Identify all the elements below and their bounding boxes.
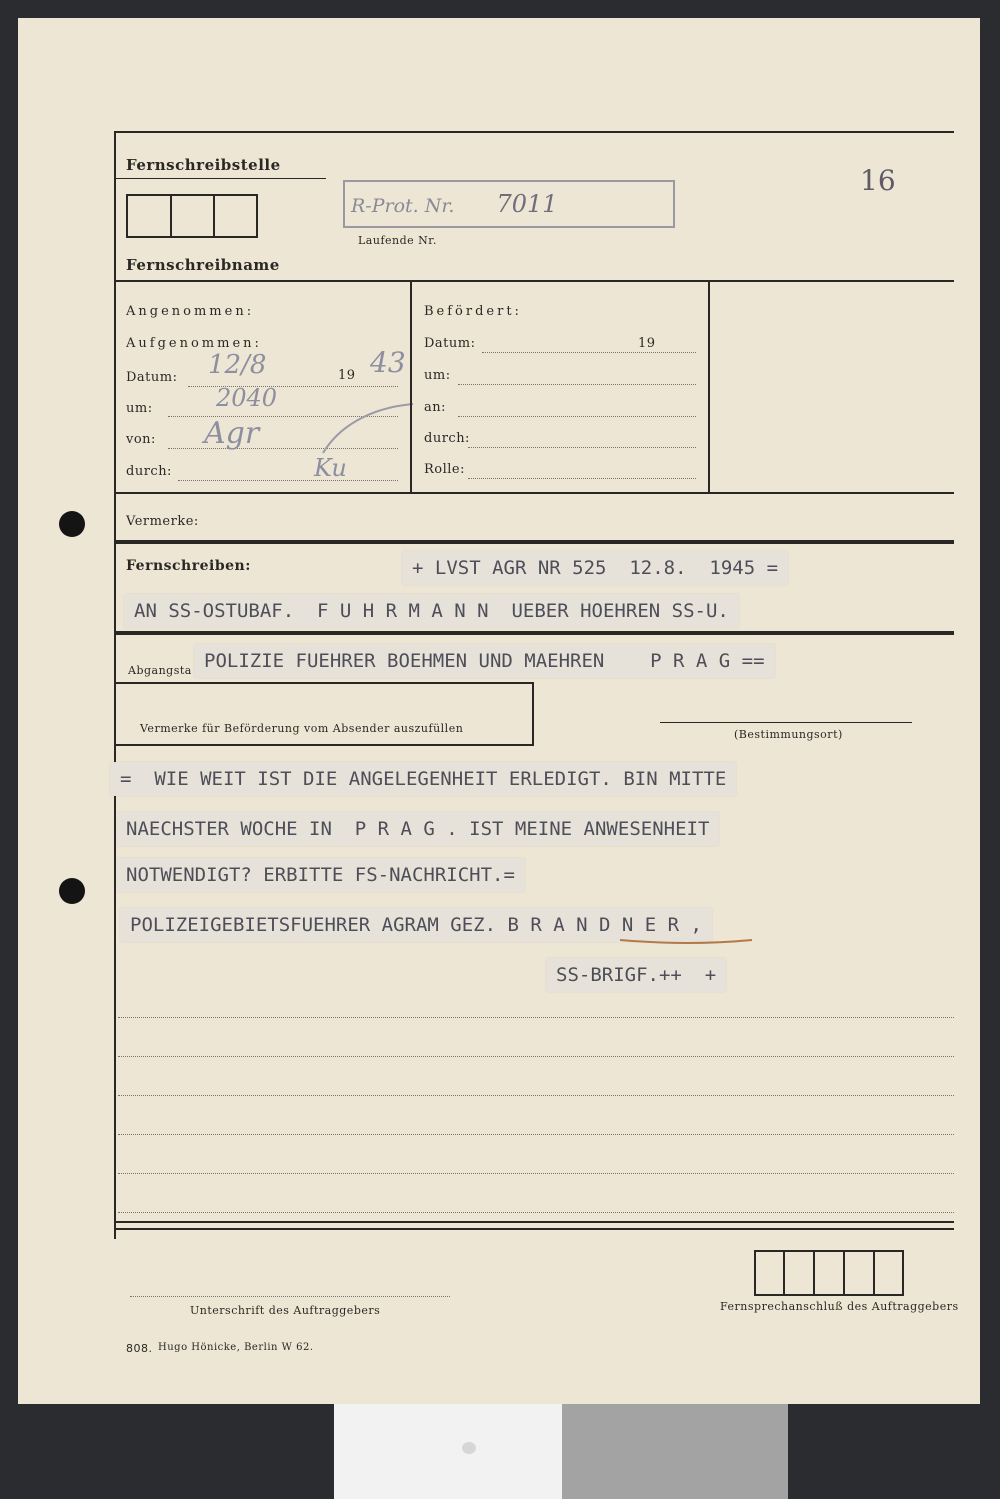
- section-rule-3: [116, 540, 954, 544]
- phone-divider: [783, 1250, 785, 1296]
- phone-divider: [843, 1250, 845, 1296]
- vermerke-box-top: [116, 682, 534, 684]
- printer-number: 808.: [126, 1342, 153, 1355]
- um-label: um:: [126, 401, 153, 416]
- phone-divider: [873, 1250, 875, 1296]
- vermerke-box-right: [532, 682, 534, 746]
- r-durch-label: durch:: [424, 431, 470, 446]
- white-calibration-strip: [334, 1404, 562, 1499]
- block-divider-2: [708, 282, 710, 492]
- telegram-line-4: = WIE WEIT IST DIE ANGELEGENHEIT ERLEDIGT. BIN MITTE: [110, 762, 736, 796]
- r-datum-label: Datum:: [424, 336, 476, 351]
- abgangsta-label: Abgangsta: [128, 664, 192, 677]
- durch-line: [178, 480, 398, 481]
- callsign-boxes: [126, 194, 258, 238]
- telegram-line-1: + LVST AGR NR 525 12.8. 1945 =: [402, 551, 788, 585]
- angenommen-label: Angenommen:: [126, 304, 255, 319]
- hw-von: Agr: [204, 416, 260, 451]
- r-an-label: an:: [424, 400, 447, 415]
- stamp-prefix: R-Prot. Nr.: [351, 195, 455, 217]
- r-durch-line: [468, 447, 696, 448]
- durch-label: durch:: [126, 464, 172, 479]
- r-year-prefix: 19: [638, 336, 656, 351]
- datum-label: Datum:: [126, 370, 178, 385]
- telegram-line-2: AN SS-OSTUBAF. F U H R M A N N UEBER HOEHREN SS-U.: [124, 594, 739, 628]
- bestimmungsort-line: [660, 722, 912, 723]
- r-rolle-label: Rolle:: [424, 462, 466, 477]
- punch-hole: [59, 511, 85, 537]
- calibration-mark: [462, 1442, 476, 1454]
- telegram-line-3: POLIZIE FUEHRER BOEHMEN UND MAEHREN P R A G ==: [194, 644, 775, 678]
- laufende-nr-label: Laufende Nr.: [358, 234, 437, 247]
- fernschreibname-label: Fernschreibname: [126, 256, 280, 274]
- vermerke-label: Vermerke:: [126, 514, 199, 529]
- rule-line: [118, 1056, 954, 1057]
- block-divider-1: [410, 282, 412, 492]
- fernschreiben-label: Fernschreiben:: [126, 558, 251, 574]
- hw-durch: Ku: [314, 454, 347, 482]
- bottom-rule-2: [116, 1228, 954, 1230]
- rule-line: [118, 1017, 954, 1018]
- vermerke-box-bottom: [116, 744, 534, 746]
- top-rule: [114, 131, 954, 133]
- left-rule: [114, 131, 116, 1239]
- header-underline: [116, 178, 326, 179]
- telegram-line-7: POLIZEIGEBIETSFUEHRER AGRAM GEZ. B R A N D N E R ,: [120, 908, 712, 942]
- bestimmungsort-label: (Bestimmungsort): [734, 728, 843, 741]
- callsign-divider: [213, 194, 215, 238]
- telegram-line-5: NAECHSTER WOCHE IN P R A G . IST MEINE ANWESENHEIT: [116, 812, 719, 846]
- year-prefix: 19: [338, 368, 356, 383]
- r-um-line: [458, 384, 696, 385]
- rule-line: [118, 1212, 954, 1213]
- protocol-stamp: [343, 180, 675, 228]
- punch-hole: [59, 878, 85, 904]
- hw-datum: 12/8: [208, 350, 267, 380]
- stamp-number: 7011: [496, 190, 558, 218]
- hw-year: 43: [370, 346, 406, 379]
- rule-line: [118, 1173, 954, 1174]
- hw-stroke: [318, 398, 418, 458]
- callsign-divider: [170, 194, 172, 238]
- telegram-line-6: NOTWENDIGT? ERBITTE FS-NACHRICHT.=: [116, 858, 525, 892]
- signature-line: [130, 1296, 450, 1297]
- section-rule-2: [116, 492, 954, 494]
- fernsprech-label: Fernsprechanschluß des Auftraggebers: [720, 1300, 959, 1313]
- phone-number-boxes: [754, 1250, 904, 1296]
- r-rolle-line: [468, 478, 696, 479]
- fernschreibstelle-label: Fernschreibstelle: [126, 156, 281, 174]
- r-datum-line: [482, 352, 696, 353]
- vermerke-befoerderung-label: Vermerke für Beförderung vom Absender auszufüllen: [140, 722, 464, 735]
- hw-um: 2040: [216, 384, 278, 412]
- underline-mark: [618, 932, 758, 946]
- aufgenommen-label: Aufgenommen:: [126, 336, 262, 351]
- r-an-line: [458, 416, 696, 417]
- rule-line: [118, 1134, 954, 1135]
- r-um-label: um:: [424, 368, 451, 383]
- printer-label: Hugo Hönicke, Berlin W 62.: [158, 1342, 314, 1353]
- telegram-form: [18, 18, 980, 1404]
- section-rule: [116, 280, 954, 282]
- telegram-line-8: SS-BRIGF.++ +: [546, 958, 726, 992]
- rule-line: [118, 1095, 954, 1096]
- bottom-rule-1: [116, 1221, 954, 1223]
- section-rule-4: [116, 631, 954, 635]
- von-label: von:: [126, 432, 156, 447]
- unterschrift-label: Unterschrift des Auftraggebers: [190, 1304, 381, 1317]
- befoerdert-label: Befördert:: [424, 304, 522, 319]
- phone-divider: [813, 1250, 815, 1296]
- gray-calibration-strip: [562, 1404, 788, 1499]
- page-number: 16: [860, 164, 896, 197]
